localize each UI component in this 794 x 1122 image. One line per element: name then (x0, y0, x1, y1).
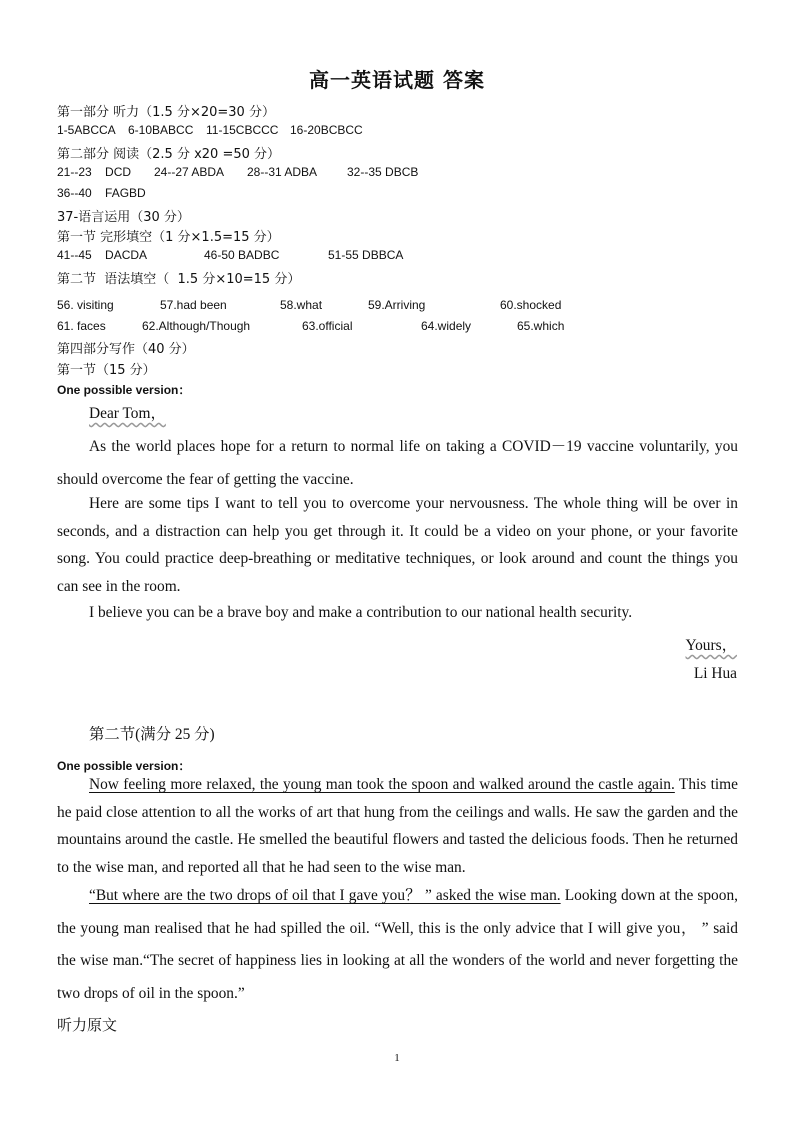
part2-answer: 36--40 FAGBD (57, 186, 146, 200)
grammar-answer: 59.Arriving (368, 298, 426, 312)
version-label: One possible version： (57, 383, 191, 397)
part3-heading: 37-语言运用（30 分） (57, 210, 190, 225)
writing-section2-heading: 第二节(满分 25 分) (89, 726, 215, 743)
listening-text-heading: 听力原文 (57, 1016, 118, 1034)
part1-heading: 第一部分 听力（1.5 分×20=30 分） (57, 105, 275, 120)
part4-heading: 第四部分写作（40 分） (57, 342, 195, 357)
cloze-answer: 41--45 DACDA (57, 248, 148, 262)
letter-closing: Yours， (685, 637, 737, 654)
grammar-answer: 57.had been (160, 298, 227, 312)
page-title: 高一英语试题 答案 (309, 68, 485, 92)
part2-answer: 28--31 ADBA (247, 165, 318, 179)
cloze-heading: 第一节 完形填空（1 分×1.5=15 分） (57, 230, 280, 245)
part2-answer: 32--35 DBCB (347, 165, 419, 179)
part2-heading: 第二部分 阅读（2.5 分 x20 =50 分） (57, 147, 281, 162)
part1-answer: 6-10BABCC (128, 123, 194, 137)
part2-answer: 21--23 DCD (57, 165, 132, 179)
cloze-answer: 46-50 BADBC (204, 248, 280, 262)
grammar-answer: 62.Although/Though (142, 319, 251, 333)
grammar-heading: 第二节 语法填空（ 1.5 分×10=15 分） (57, 272, 301, 287)
writing-section1-heading: 第一节（15 分） (57, 363, 156, 378)
part1-answer: 1-5ABCCA (57, 123, 116, 137)
part1-answer: 16-20BCBCC (290, 123, 363, 137)
page-number: 1 (394, 1052, 400, 1064)
letter-paragraph: I believe you can be a brave boy and make a contribution to our national health security. (89, 604, 633, 621)
part1-answer: 11-15CBCCC (206, 123, 279, 137)
part2-answer: 24--27 ABDA (154, 165, 225, 179)
continuation-paragraph: “But where are the two drops of oil that I gave you？ ” asked the wise man. Looking down at the spoon, the young man realised that he had spilled the oil. “Well, this is the only advice that I will give you， ” said the wise man.“The secret of happiness lies in looking at all the wonders of the world and never forgetting the two drops of oil in the spoon.” (57, 887, 738, 1002)
grammar-answer: 65.which (517, 319, 565, 333)
cloze-answer: 51-55 DBBCA (328, 248, 404, 262)
grammar-answer: 58.what (280, 298, 323, 312)
grammar-answer: 56. visiting (57, 298, 114, 312)
grammar-answer: 64.widely (421, 319, 472, 333)
grammar-answer: 60.shocked (500, 298, 562, 312)
letter-signature: Li Hua (693, 665, 737, 682)
grammar-answer: 63.official (302, 319, 353, 333)
letter-paragraph: Here are some tips I want to tell you to overcome your nervousness. The whole thing will be over in seconds, and a distraction can help you get through it. It could be a video on your phone, or your favorite song. You could practice deep-breathing or meditative techniques, or look around and count the things you can see in the room. (57, 495, 738, 596)
grammar-answer: 61. faces (57, 319, 106, 333)
version-label: One possible version： (57, 759, 191, 773)
letter-paragraph: As the world places hope for a return to normal life on taking a COVID－19 vaccine voluntarily, you should overcome the fear of getting the vaccine. (57, 438, 738, 488)
letter-salutation: Dear Tom， (89, 405, 166, 422)
continuation-paragraph: Now feeling more relaxed, the young man took the spoon and walked around the castle again. This time he paid close attention to all the works of art that hung from the ceilings and walls. He saw the garden and the mountains around the castle. He smelled the beautiful flowers and tasted the delicious foods. Then he returned to the wise man, and reported all that he had seen to the wise man. (57, 776, 738, 877)
